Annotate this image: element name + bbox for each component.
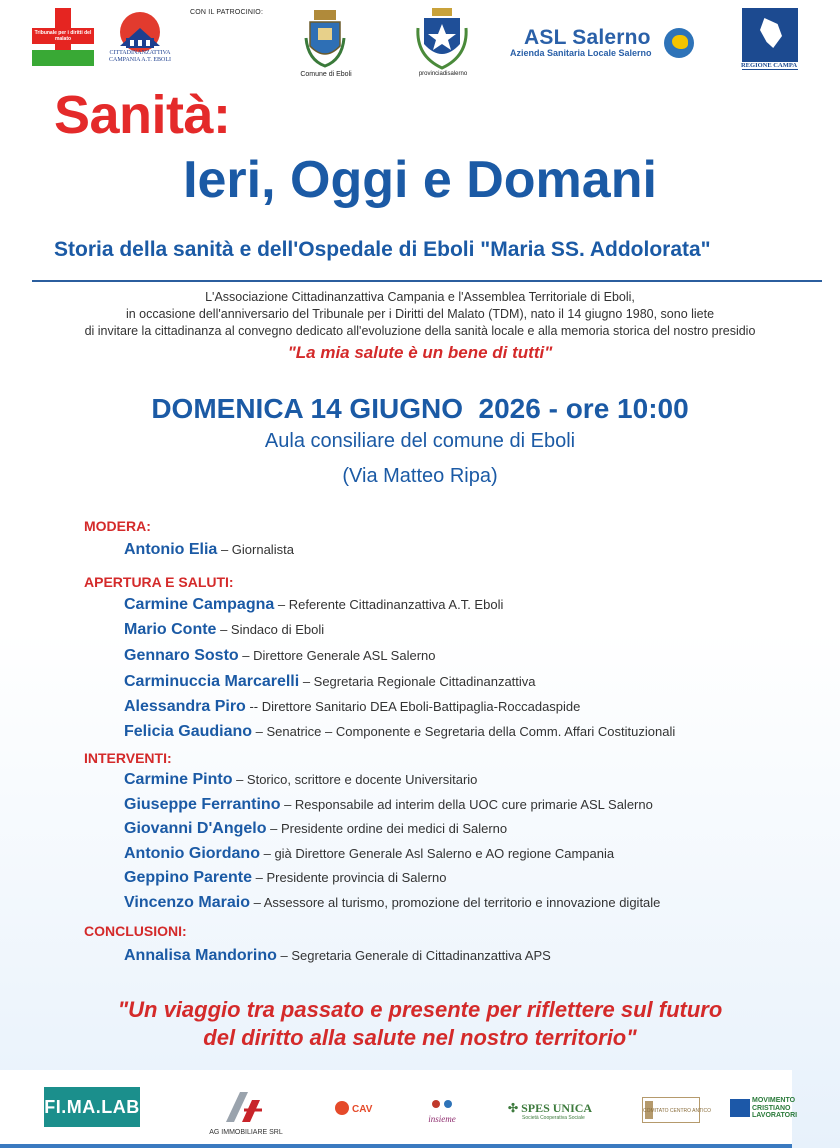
provincia-salerno-crest-icon bbox=[416, 8, 468, 70]
list-item bbox=[124, 541, 294, 559]
speaker-role: – Assessore al turismo, promozione del territorio e innovazione digitale bbox=[249, 895, 661, 910]
comitato-logo-text: COMITATO CENTRO ANTICO bbox=[642, 1108, 712, 1114]
fimalab-logo: FI.MA.LAB bbox=[44, 1087, 140, 1127]
list-item bbox=[124, 771, 477, 789]
speaker-name: Carminuccia Marcarelli bbox=[124, 673, 300, 690]
intro-line-1: L'Associazione Cittadinanzattiva Campania e l'Assemblea Territoriale di Eboli, bbox=[205, 290, 635, 304]
speaker-name: Giovanni D'Angelo bbox=[124, 820, 267, 837]
asl-logo-map-icon bbox=[672, 35, 688, 49]
speaker-role: – Referente Cittadinanzattiva A.T. Eboli bbox=[274, 597, 504, 612]
list-item bbox=[124, 894, 660, 912]
cav-logo-text: CAV bbox=[352, 1104, 373, 1115]
speaker-role: -- Direttore Sanitario DEA Eboli-Battipaglia-Roccadaspide bbox=[245, 699, 581, 714]
asl-salerno-subtitle: Azienda Sanitaria Locale Salerno bbox=[510, 48, 652, 58]
closing-quote-line-2: del diritto alla salute nel nostro territorio" bbox=[203, 1025, 637, 1050]
speaker-role: – Sindaco di Eboli bbox=[216, 622, 325, 637]
closing-quote-line-1: "Un viaggio tra passato e presente per riflettere sul futuro bbox=[117, 997, 723, 1022]
speaker-role: – Segretaria Generale di Cittadinanzattiva APS bbox=[276, 948, 551, 963]
speaker-name: Annalisa Mandorino bbox=[124, 947, 277, 964]
insieme-logo-icon bbox=[418, 1096, 466, 1126]
list-item bbox=[124, 869, 446, 887]
list-item bbox=[124, 698, 580, 716]
provincia-salerno-label: provinciadisalerno bbox=[418, 71, 468, 77]
speaker-role: – Presidente ordine dei medici di Salerno bbox=[266, 821, 508, 836]
list-item bbox=[124, 723, 675, 741]
divider bbox=[32, 280, 822, 282]
tdm-cross-green-bar bbox=[32, 50, 94, 66]
speaker-name: Mario Conte bbox=[124, 621, 217, 638]
section-apertura: APERTURA E SALUTI: bbox=[84, 574, 234, 590]
ag-immobiliare-logo-icon bbox=[222, 1090, 264, 1124]
section-interventi: INTERVENTI: bbox=[84, 750, 172, 766]
event-date: DOMENICA 14 GIUGNO 2026 - ore 10:00 bbox=[151, 393, 689, 424]
tdm-logo-text: Tribunale per i diritti del malato bbox=[34, 30, 92, 42]
speaker-name: Carmine Pinto bbox=[124, 771, 233, 788]
spes-unica-sublabel: Società Cooperativa Sociale bbox=[522, 1115, 585, 1121]
list-item bbox=[124, 596, 503, 614]
mcl-logo-text: MOVIMENTO CRISTIANO LAVORATORI bbox=[752, 1097, 798, 1119]
spes-unica-logo: ✣ SPES UNICA bbox=[508, 1101, 593, 1115]
list-item bbox=[124, 947, 551, 965]
section-modera: MODERA: bbox=[84, 518, 151, 534]
asl-salerno-title: ASL Salerno bbox=[524, 26, 651, 49]
event-address: (Via Matteo Ripa) bbox=[342, 465, 498, 487]
patrocinio-label: CON IL PATROCINIO: bbox=[190, 9, 264, 16]
event-venue: Aula consiliare del comune di Eboli bbox=[264, 430, 576, 452]
speaker-name: Gennaro Sosto bbox=[124, 647, 239, 664]
intro-line-2: in occasione dell'anniversario del Tribunale per i Diritti del Malato (TDM), nato il 14 giugno 1980, sono liete bbox=[125, 307, 715, 321]
title-line-2: Ieri, Oggi e Domani bbox=[183, 151, 657, 209]
list-item bbox=[124, 647, 435, 665]
subtitle: Storia della sanità e dell'Ospedale di Eboli "Maria SS. Addolorata" bbox=[54, 238, 711, 261]
intro-line-3: di invitare la cittadinanza al convegno dedicato all'evoluzione della sanità locale e alla memoria storica del nostro presidio bbox=[84, 324, 756, 338]
section-conclusioni: CONCLUSIONI: bbox=[84, 923, 187, 939]
speaker-name: Vincenzo Maraio bbox=[124, 894, 250, 911]
speaker-role: – Presidente provincia di Salerno bbox=[252, 870, 447, 885]
speaker-role: – Direttore Generale ASL Salerno bbox=[238, 648, 436, 663]
ag-immobiliare-label: AG IMMOBILIARE SRL bbox=[209, 1129, 283, 1136]
regione-campania-label: REGIONE CAMPA bbox=[734, 62, 804, 69]
speaker-name: Geppino Parente bbox=[124, 869, 253, 886]
header-logos bbox=[0, 0, 798, 90]
list-item bbox=[124, 845, 614, 863]
speaker-role: – Responsabile ad interim della UOC cure primarie ASL Salerno bbox=[280, 797, 653, 812]
speaker-name: Antonio Elia bbox=[124, 541, 218, 558]
mcl-logo-icon bbox=[730, 1099, 750, 1117]
motto: "La mia salute è un bene di tutti" bbox=[287, 343, 553, 362]
speaker-role: – Giornalista bbox=[217, 542, 294, 557]
cav-logo-icon bbox=[334, 1097, 396, 1119]
speaker-name: Alessandra Piro bbox=[124, 698, 246, 715]
speaker-role: – Segretaria Regionale Cittadinanzattiva bbox=[299, 674, 536, 689]
title-line-1: Sanità: bbox=[54, 85, 231, 145]
spes-unica-label: SPES UNICA bbox=[521, 1101, 593, 1115]
cittadinanzattiva-logo-text: CITTADINANZATTIVA CAMPANIA A.T. EBOLI bbox=[108, 50, 171, 63]
speaker-name: Antonio Giordano bbox=[124, 845, 260, 862]
list-item bbox=[124, 621, 324, 639]
speaker-name: Carmine Campagna bbox=[124, 596, 275, 613]
list-item bbox=[124, 673, 536, 691]
comitato-centro-antico-logo-icon bbox=[642, 1097, 712, 1123]
speaker-name: Giuseppe Ferrantino bbox=[124, 796, 281, 813]
insieme-logo-text: insieme bbox=[428, 1114, 456, 1124]
list-item bbox=[124, 820, 507, 838]
speaker-role: – Storico, scrittore e docente Universitario bbox=[232, 772, 478, 787]
speaker-role: – già Direttore Generale Asl Salerno e AO regione Campania bbox=[259, 846, 615, 861]
speaker-role: – Senatrice – Componente e Segretaria della Comm. Affari Costituzionali bbox=[252, 724, 676, 739]
list-item bbox=[124, 796, 653, 814]
speaker-name: Felicia Gaudiano bbox=[124, 723, 253, 740]
comune-eboli-crest-icon bbox=[304, 8, 346, 70]
comune-eboli-label: Comune di Eboli bbox=[300, 71, 352, 78]
bottom-bar bbox=[0, 1144, 792, 1148]
